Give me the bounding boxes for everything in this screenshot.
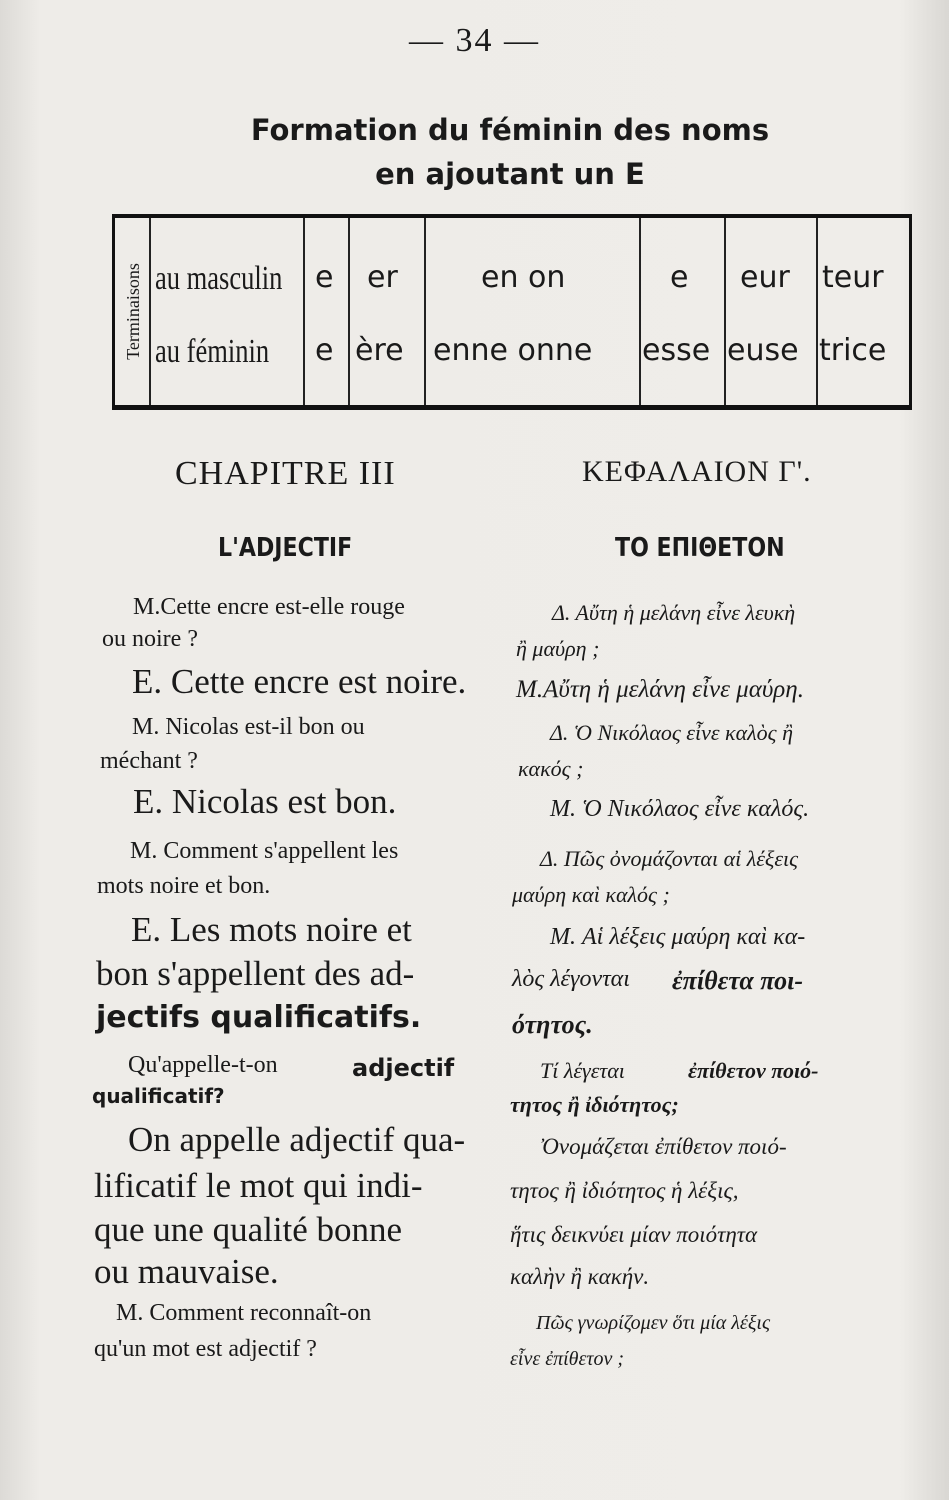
- french-line: mots noire et bon.: [97, 873, 271, 899]
- greek-line: καλὴν ἢ κακήν.: [510, 1264, 650, 1289]
- greek-line: Δ. Ὁ Νικόλαος εἶνε καλὸς ἢ: [550, 720, 793, 745]
- french-term-bold: qualificatif?: [92, 1084, 225, 1108]
- greek-line: εἶνε ἐπίθετον ;: [510, 1348, 625, 1370]
- page-number: — 34 —: [409, 22, 540, 59]
- section-heading-gr: ΤΟ ΕΠΙΘΕΤΟΝ: [615, 533, 785, 563]
- french-line-bold: jectifs qualificatifs.: [96, 1000, 422, 1035]
- greek-line: λὸς λέγονται: [512, 966, 630, 992]
- table-divider: [149, 218, 151, 405]
- feminin-ending: enne onne: [433, 333, 593, 368]
- greek-line: M. Αἱ λέξεις μαύρη καὶ κα-: [550, 924, 806, 950]
- french-line: M. Comment reconnaît-on: [116, 1300, 372, 1326]
- french-term-bold: adjectif: [352, 1054, 455, 1082]
- table-divider: [424, 218, 426, 405]
- french-line: ou noire ?: [102, 626, 198, 652]
- french-line: On appelle adjectif qua-: [128, 1120, 466, 1159]
- table-divider: [816, 218, 818, 405]
- french-line: M. Comment s'appellent les: [130, 838, 399, 864]
- greek-line: κακός ;: [518, 756, 584, 781]
- french-line: E. Nicolas est bon.: [133, 782, 397, 821]
- masculin-ending: e: [315, 260, 334, 295]
- greek-line: M. Ὁ Νικόλαος εἶνε καλός.: [550, 796, 810, 822]
- greek-line: ἢ μαύρη ;: [516, 636, 600, 661]
- greek-line: ἥτις δεικνύει μίαν ποιότητα: [510, 1222, 758, 1247]
- section-title: Formation du féminin des noms: [250, 113, 770, 147]
- greek-line: μαύρη καὶ καλός ;: [512, 882, 670, 907]
- masculin-ending: teur: [822, 260, 884, 295]
- french-line: bon s'appellent des ad-: [96, 954, 415, 993]
- masculin-ending: en on: [481, 260, 566, 295]
- terminaisons-table: [112, 214, 912, 410]
- greek-line: Δ. Αὔτη ἡ μελάνη εἶνε λευκὴ: [552, 600, 796, 625]
- section-heading-fr: L'ADJECTIF: [218, 533, 353, 563]
- french-line: lificatif le mot qui indi-: [94, 1166, 423, 1205]
- table-divider: [724, 218, 726, 405]
- greek-line: τητος ἢ ἰδιότητος ἡ λέξις,: [510, 1178, 739, 1203]
- greek-term-bold: ἐπίθετα ποι-: [672, 966, 804, 995]
- french-line: E. Les mots noire et: [131, 910, 412, 949]
- feminin-ending: esse: [642, 333, 711, 368]
- table-divider: [639, 218, 641, 405]
- terminaisons-side-label: Terminaisons: [122, 263, 143, 360]
- french-line: M.Cette encre est-elle rouge: [133, 594, 405, 620]
- table-divider: [303, 218, 305, 405]
- masculin-ending: eur: [740, 260, 790, 295]
- greek-line: Ὀνομάζεται ἐπίθετον ποιό-: [540, 1134, 787, 1159]
- row-label-feminin: au féminin: [155, 333, 270, 370]
- feminin-ending: euse: [727, 333, 799, 368]
- greek-line: Τί λέγεται: [540, 1058, 625, 1083]
- greek-line: Πῶς γνωρίζομεν ὅτι μία λέξις: [536, 1312, 771, 1334]
- greek-line: Δ. Πῶς ὀνομάζονται αἱ λέξεις: [540, 846, 799, 871]
- greek-term-bold: ότητος.: [512, 1010, 593, 1039]
- french-line: Qu'appelle-t-on: [128, 1052, 278, 1078]
- french-line: qu'un mot est adjectif ?: [94, 1336, 317, 1362]
- feminin-ending: trice: [819, 333, 887, 368]
- masculin-ending: e: [670, 260, 689, 295]
- chapter-heading-fr: CHAPITRE III: [175, 455, 396, 492]
- french-line: que une qualité bonne: [94, 1210, 403, 1249]
- row-label-masculin: au masculin: [155, 260, 283, 297]
- feminin-ending: e: [315, 333, 334, 368]
- chapter-heading-gr: ΚΕΦΑΛΑΙΟΝ Γ'.: [582, 455, 812, 488]
- greek-term-bold: τητος ἢ ἰδιότητος;: [510, 1092, 679, 1117]
- french-line: méchant ?: [100, 748, 198, 774]
- section-subtitle: en ajoutant un E: [375, 157, 645, 191]
- feminin-ending: ère: [355, 333, 404, 368]
- greek-term-bold: ἐπίθετον ποιό-: [688, 1058, 819, 1083]
- french-line: ou mauvaise.: [94, 1252, 279, 1291]
- french-line: E. Cette encre est noire.: [132, 662, 467, 701]
- table-divider: [348, 218, 350, 405]
- french-line: M. Nicolas est-il bon ou: [132, 714, 365, 740]
- greek-line: M.Αὔτη ἡ μελάνη εἶνε μαύρη.: [516, 676, 804, 703]
- masculin-ending: er: [367, 260, 398, 295]
